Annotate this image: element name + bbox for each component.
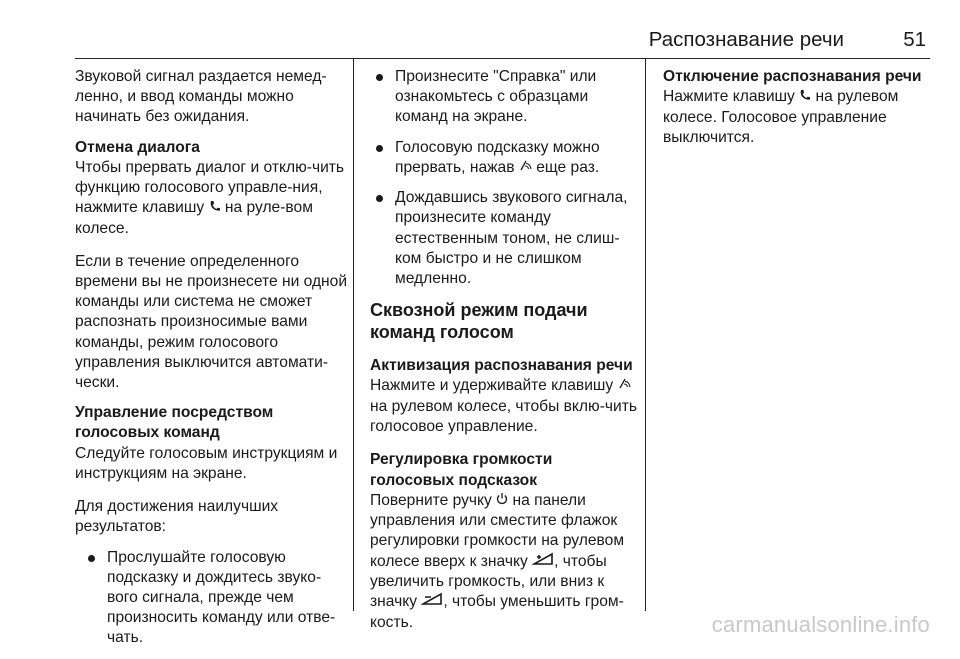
cancel-paragraph	[75, 158, 350, 239]
cancel-text: Чтобы прервать диалог и отклю-чить функцию голосового управле-ния, нажмите клавишу	[75, 158, 345, 217]
voice-control-icon	[519, 158, 532, 178]
phone-end-icon	[799, 87, 811, 107]
cancel-section	[75, 138, 350, 239]
list-item-text-end: еще раз.	[536, 159, 600, 177]
activation-text-end: на рулевом колесе, чтобы вклю-чить голосовое управление.	[370, 397, 638, 436]
volume-text: Поверните ручку	[370, 491, 492, 509]
timeout-paragraph: Если в течение определенного времени вы не произнесете ни одной команды или система не сможет распознать произносимые вами команды, режим голосового управления выключится автомати-чески.	[75, 252, 348, 392]
column-right	[663, 67, 928, 161]
volume-down-icon	[421, 592, 443, 612]
voice-commands-section	[75, 403, 350, 484]
column-divider	[645, 58, 646, 611]
activation-text: Нажмите и удерживайте клавишу	[370, 377, 614, 395]
tips-list	[75, 548, 350, 649]
volume-text: , чтобы увеличить громкость, или вниз к значку	[370, 552, 607, 611]
column-middle	[370, 67, 638, 646]
intro-paragraph: Звуковой сигнал раздается немед-ленно, и ввод команды можно начинать без ожидания.	[75, 68, 327, 126]
power-knob-icon	[496, 491, 508, 511]
bullet-dot	[376, 145, 383, 152]
off-text: Нажмите клавишу	[663, 88, 795, 106]
best-results-text: Для достижения наилучших результатов:	[75, 498, 279, 536]
list-item	[370, 67, 638, 128]
volume-text: , чтобы уменьшить гром-кость.	[370, 593, 624, 631]
activation-section	[370, 356, 638, 437]
off-text-end: на рулевом колесе. Голосовое управление выключится.	[663, 88, 899, 146]
page-header	[75, 24, 930, 59]
column-divider	[353, 58, 354, 611]
list-item-text: Прослушайте голосовую подсказку и дождитесь звуко-вого сигнала, прежде чем произносить команду или отве-чать.	[107, 548, 336, 647]
cancel-heading: Отмена диалога	[75, 138, 200, 156]
list-item-text: Произнесите "Справка" или ознакомьтесь с образцами команд на экране.	[395, 68, 597, 126]
page-title: Распознавание речи	[648, 28, 844, 51]
list-item	[370, 138, 638, 179]
voice-commands-heading: Управление посредством голосовых команд	[75, 404, 274, 442]
volume-paragraph	[370, 491, 638, 633]
watermark: carmanualsonline.info	[711, 612, 930, 637]
phone-end-icon	[209, 198, 221, 218]
list-item-text: Голосовую подсказку можно прервать, нажав	[395, 138, 600, 177]
column-left	[75, 67, 350, 659]
page-number: 51	[903, 28, 926, 51]
volume-text: на панели управления или сместите флажок регулировки громкости на рулевом колесе вверх к значку	[370, 491, 625, 570]
tips-list-continued	[370, 67, 638, 289]
off-paragraph	[663, 87, 928, 148]
bullet-dot	[376, 195, 383, 202]
voice-commands-text: Следуйте голосовым инструкциям и инструкциям на экране.	[75, 444, 338, 482]
volume-heading: Регулировка громкости голосовых подсказок	[370, 451, 553, 489]
volume-section	[370, 450, 638, 633]
cancel-text-end: на руле-вом колесе.	[75, 199, 313, 237]
volume-up-icon	[532, 552, 554, 572]
off-heading: Отключение распознавания речи	[663, 68, 922, 85]
list-item-text: Дождавшись звукового сигнала, произнесите команду естественным тоном, не слиш-ком быстро и не слишком медленно.	[395, 189, 628, 288]
passthrough-heading: Сквозной режим подачи команд голосом	[370, 300, 588, 343]
voice-control-icon	[618, 376, 631, 396]
bullet-dot	[88, 555, 95, 562]
activation-paragraph	[370, 376, 638, 437]
activation-heading: Активизация распознавания речи	[370, 357, 633, 375]
list-item	[75, 548, 350, 649]
off-section	[663, 67, 928, 148]
list-item	[370, 188, 638, 289]
bullet-dot	[376, 74, 383, 81]
